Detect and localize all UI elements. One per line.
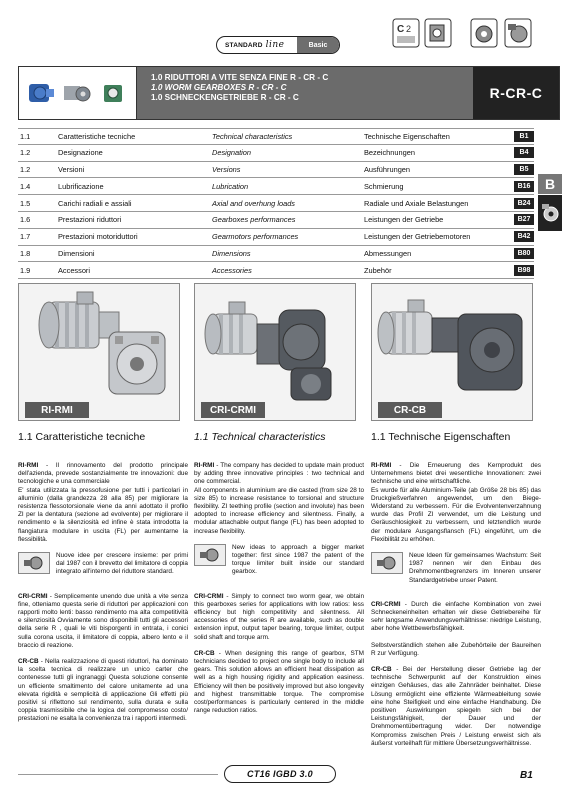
contents-english: Versions — [212, 164, 241, 174]
de-paragraph-cri-crmi — [371, 601, 541, 634]
contents-italian: Caratteristiche tecniche — [58, 131, 136, 141]
header-title-en: 1.0 WORM GEARBOXES R - CR - C — [151, 83, 287, 92]
it-key-ri-rmi: RI-RMI — [18, 462, 39, 469]
contents-english: Dimensions — [212, 248, 251, 258]
de-text-3: Neue Ideen für gemeinsames Wachstum: Seit 1987 nennen wir den Einbau des Drehmomentbegrenzers im Inneren unserer Standardgetriebe unser Patent. — [409, 552, 541, 584]
ri-rmi-gearmotor-image — [19, 284, 180, 421]
contents-row[interactable] — [18, 162, 534, 179]
it-text-4: - Semplicemente unendo due unità a vite senza fine, otteniamo questa serie di riduttori per applicazioni con rapporti molto lenti: basso rendimento ma alta competitività e silenziosità Ovviamente sono disponibili tutti gli accessori della serie R , quali le viti bisporgenti in entrata, i conici sulla corona uscita, il limitatore di coppia, albero lento e il braccio di reazione. — [18, 592, 188, 649]
section-title-it: 1.1 Caratteristiche tecniche — [18, 431, 146, 443]
it-text-2: E' stata utilizzata la pressofusione per tutti i particolari in alluminio (dalla grandezza 28 alla 85) per migliorare la resistenza flessotorsionale viene da anni adottato il profilo ZI per la dentatura (sezione ad evolvente) per migliorare il rendimento e la silenziosità ed infine è stata introdotta la flangiatura modulare in uscita (FL) per aumentarne la flessibilità. — [18, 486, 188, 543]
contents-page-badge: B1 — [514, 131, 534, 142]
section-tab-icon — [538, 195, 562, 231]
cr-cb-gearmotor-image — [372, 284, 533, 421]
header-title-it: 1.0 RIDUTTORI A VITE SENZA FINE R - CR - C — [151, 73, 329, 82]
contents-english: Accessories — [212, 265, 252, 275]
en-text-1: - The company has decided to update main product by adding three innovative principles : two technical and one commercial. — [194, 462, 364, 486]
photo-cr-cb — [371, 283, 533, 421]
it-key-cri-crmi: CRI-CRMI — [18, 592, 48, 600]
contents-german: Leistungen der Getriebe — [364, 215, 444, 225]
chapter-header — [18, 66, 560, 120]
de-text-4: - Durch die einfache Kombination von zwei Schneckeneinheiten erhalten wir diese Getriebereihe für sehr langsame Anwendungsverhältnisse: niedrige Leistung, aber hohe Wettbewerbsfähigkeit. — [371, 600, 541, 633]
cri-crmi-gearmotor-image — [195, 284, 356, 421]
contents-italian: Lubrificazione — [58, 181, 104, 191]
standard-line-badge — [216, 36, 340, 54]
badge-standard-text: STANDARD — [225, 41, 263, 49]
contents-number: 1.4 — [20, 181, 31, 191]
contents-german: Zubehör — [364, 265, 392, 275]
gearbox-code-icon — [392, 18, 420, 48]
contents-german: Radiale und Axiale Belastungen — [364, 198, 469, 208]
contents-row[interactable] — [18, 262, 534, 279]
contents-english: Axial and overhung loads — [212, 198, 295, 208]
contents-german: Ausführungen — [364, 164, 411, 174]
de-text-2: Es wurde für alle Aluminium-Teile (ab Größe 28 bis 85) das Druckgießverfahren angewendet, um den Biege-Widerstand zu verbessern. Für die Evolventenverzahnung wurde das Profil ZI verwendet, um die Leistung und Geräuschlosigkeit zu verbessern, und letztendlich wurde der modulare Ausgangsflansch (FL) eingeführt, um die Flexibilität zu erhöhen. — [371, 486, 541, 543]
de-text-5: - Bei der Herstellung dieser Getriebe lag der technische Schwerpunkt auf der Konstruktion eines einzigen Gehäuses, das alle Zahnräder beinhaltet. Diese Lösung ermöglicht eine effiziente Wärmeableitung sowie eine hohe Steifigkeit und eine einfache Handhabung. Die positiven Auswirkungen spiegeln sich bei der Leistungsfähigkeit, der Dauer und der Drehmomentübertragung wider. Der notwendige Kompromiss zwischen Preis / Leistung erweist sich als äußerst vorteilhaft für mittlere Übersetzungsverhältnisse. — [371, 666, 541, 747]
contents-number: 1.6 — [20, 215, 31, 225]
contents-italian: Accessori — [58, 265, 91, 275]
badge-basic: Basic — [297, 37, 339, 53]
contents-page-badge: B24 — [514, 198, 534, 209]
contents-row[interactable] — [18, 128, 534, 145]
it-paragraph-cri-crmi — [18, 593, 188, 650]
contents-italian: Designazione — [58, 148, 103, 158]
contents-english: Gearmotors performances — [212, 232, 299, 242]
contents-page-badge: B98 — [514, 265, 534, 276]
it-text-1: - Il rinnovamento del prodotto principale dell'azienda, prevede sostanzialmente tre innovazioni: due tecnologiche e una commerciale — [18, 462, 188, 486]
contents-italian: Versioni — [58, 164, 85, 174]
de-key-cri-crmi: CRI-CRMI — [371, 600, 401, 608]
de-paragraph-ri-rmi — [371, 462, 541, 544]
contents-number: 1.2 — [20, 148, 31, 158]
en-paragraph-cr-cb — [194, 650, 364, 716]
header-product-images — [19, 67, 137, 119]
section-title-en: 1.1 Technical characteristics — [194, 431, 326, 443]
de-text-4b: Selbstverständlich stehen alle Zubehörteile der Baureihen R zur Verfügung. — [371, 641, 541, 657]
contents-page-badge: B27 — [514, 214, 534, 225]
contents-number: 1.5 — [20, 198, 31, 208]
en-key-cri-crmi: CRI-CRMI — [194, 592, 224, 600]
worm-gearbox-icon — [470, 18, 498, 48]
badge-line-text: line — [265, 40, 285, 50]
de-patent-block — [371, 552, 541, 585]
contents-number: 1.2 — [20, 164, 31, 174]
contents-english: Gearboxes performances — [212, 215, 296, 225]
contents-italian: Carichi radiali e assiali — [58, 198, 132, 208]
photo-label-cr-cb: CR-CB — [378, 402, 442, 418]
it-text-5: - Nella realizzazione di questi riduttori, ha dominato la scelta tecnica di realizzare un unico carter che contenesse tutti gli ingranaggi Questa soluzione consente un efficiente smaltimento del calore unitamente ad una elevata rigidità e semplicità di applicazione Gli effetti più positivi si riflettono sul rendimento, sulla durata e sulla coppia trasmissibile che la logica del compromesso costo/ prestazioni ne esalta la convenienza tra i rapporti intermedi. — [18, 658, 188, 723]
helical-gearbox-icon — [424, 18, 452, 48]
header-title-de: 1.0 SCHNECKENGETRIEBE R - CR - C — [151, 93, 299, 102]
contents-italian: Prestazioni riduttori — [58, 215, 122, 225]
column-english — [194, 462, 364, 723]
blue-gearbox-image — [26, 78, 56, 108]
section-tab-letter: B — [538, 174, 562, 194]
photo-label-ri-rmi: RI-RMI — [25, 402, 89, 418]
contents-german: Leistungen der Getriebemotoren — [364, 232, 471, 242]
de-key-ri-rmi: RI-RMI — [371, 462, 392, 469]
contents-page-badge: B5 — [514, 164, 534, 175]
en-paragraph-cri-crmi — [194, 593, 364, 642]
contents-page-badge: B42 — [514, 231, 534, 242]
contents-row[interactable] — [18, 212, 534, 229]
torque-limiter-icon — [194, 544, 226, 566]
green-gearbox-image — [99, 78, 129, 108]
contents-page-badge: B4 — [514, 147, 534, 158]
contents-english: Technical characteristics — [212, 131, 293, 141]
de-key-cr-cb: CR-CB — [371, 666, 392, 674]
column-italian — [18, 462, 188, 732]
badge-standard — [217, 37, 297, 53]
it-text-3: Nuove idee per crescere insieme: per primi dal 1987 con il brevetto del limitatore di coppia integrato all'interno del riduttore standard. — [56, 552, 188, 576]
contents-row[interactable] — [18, 178, 534, 195]
contents-german: Schmierung — [364, 181, 404, 191]
footer-rule — [18, 774, 218, 775]
en-text-3: New ideas to approach a bigger market together: first since 1987 the patent of the torque limiter built inside our standard gearbox. — [232, 543, 364, 576]
de-paragraph-cr-cb — [371, 666, 541, 748]
column-german — [371, 462, 541, 756]
section-title-de: 1.1 Technische Eigenschaften — [371, 431, 511, 443]
photo-ri-rmi — [18, 283, 180, 421]
contents-italian: Dimensioni — [58, 248, 95, 258]
contents-row[interactable] — [18, 145, 534, 162]
contents-number: 1.9 — [20, 265, 31, 275]
it-paragraph-ri-rmi — [18, 462, 188, 544]
header-code: R-CR-C — [473, 67, 559, 119]
contents-german: Technische Eigenschaften — [364, 131, 450, 141]
worm-motor-icon — [504, 18, 532, 48]
contents-row[interactable] — [18, 229, 534, 246]
contents-page-badge: B80 — [514, 248, 534, 259]
en-key-cr-cb: CR-CB — [194, 649, 215, 657]
contents-row[interactable] — [18, 195, 534, 212]
torque-limiter-icon — [18, 552, 50, 574]
it-paragraph-cr-cb — [18, 658, 188, 724]
worm-gear-tab-icon — [541, 202, 559, 224]
contents-italian: Prestazioni motoriduttori — [58, 232, 138, 242]
contents-row[interactable] — [18, 246, 534, 263]
it-key-cr-cb: CR-CB — [18, 658, 39, 666]
svg-text:2: 2 — [406, 24, 412, 34]
footer-catalog-code: CT16 IGBD 3.0 — [224, 765, 336, 783]
de-text-1: - Die Erneuerung des Kernprodukt des Unternehmens bietet drei wesentliche Innovationen: zwei technische und eine wirtschaftliche. — [371, 462, 541, 486]
en-key-ri-rmi: RI-RMI — [194, 462, 215, 469]
grey-gearbox-image — [62, 78, 92, 108]
svg-text:C: C — [397, 24, 405, 35]
contents-english: Lubrication — [212, 181, 249, 191]
header-titles — [137, 67, 473, 119]
contents-number: 1.1 — [20, 131, 31, 141]
en-patent-block — [194, 544, 364, 577]
torque-limiter-icon — [371, 552, 403, 574]
page-number: B1 — [520, 770, 533, 781]
photo-cri-crmi — [194, 283, 356, 421]
contents-german: Bezeichnungen — [364, 148, 415, 158]
en-paragraph-ri-rmi — [194, 462, 364, 536]
contents-table — [18, 128, 534, 279]
contents-number: 1.8 — [20, 248, 31, 258]
contents-page-badge: B16 — [514, 181, 534, 192]
en-text-5: - When designing this range of gearbox, STM technicians decided to project one single body to include all gears. This solution allows an efficient heat dissipation as well as a high housing rigidity and application easiness. Efficiency will then be positively improved but also longevity and highest transmittable torque. The compromise cost/performances is particularly centered in the middle range reduction ratios. — [194, 649, 364, 715]
contents-number: 1.7 — [20, 232, 31, 242]
en-text-2: All components in aluminium are die casted (from size 28 to size 85) to increase resistance to torsional and structure flexibility. ZI teething profile (section and involute) has been adopted to increase efficiency and silentness. Finally, a modular attachable output flange (FL) has been adopted to increase flexibility. — [194, 486, 364, 535]
contents-german: Abmessungen — [364, 248, 412, 258]
photo-label-cri-crmi: CRI-CRMI — [201, 402, 265, 418]
contents-english: Designation — [212, 148, 252, 158]
it-patent-block — [18, 552, 188, 577]
en-text-4: - Simply to connect two worm gear, we obtain this gearboxes series for applications with low ratios: less efficiency but high competitivity and silentness. All accessories of the series R are available, such as double extension input, output taper bearing, torque limiter, output solid shaft and torque arm. — [194, 592, 364, 641]
